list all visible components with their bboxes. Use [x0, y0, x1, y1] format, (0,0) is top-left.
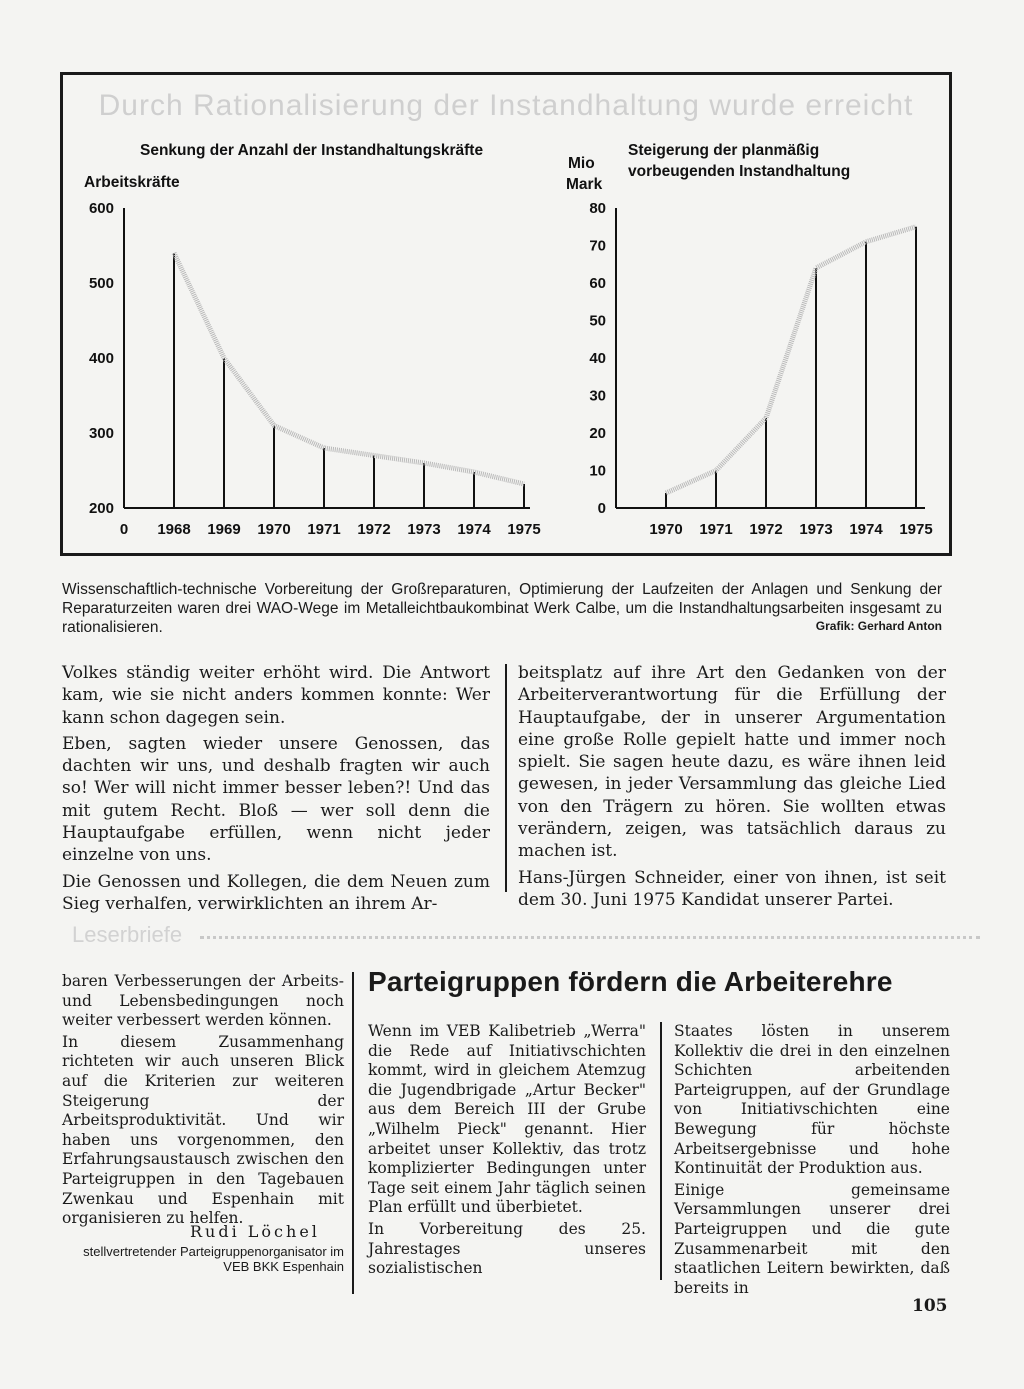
x-tick-label: 1972	[749, 521, 783, 538]
paragraph: Staates lösten in unserem Kollektiv die drei in den einzelnen Schichten arbeitenden Parteigruppen, auf der Grundlage von Initiativschichten eine Bewegung für höchste Arbeitsergebnisse und hohe Kontinuität der Produktion aus.	[674, 1022, 950, 1178]
y-tick-label: 50	[589, 312, 606, 330]
y-tick-label: 80	[589, 200, 606, 217]
paragraph: Wenn im VEB Kalibetrieb „Werra" die Rede auf Initiativschichten kommt, wird in gleichem Atemzug die Jugendbrigade „Artur Becker" aus dem Bereich III der Grube „Wilhelm Pieck" genannt. Hier arbeitet unser Kollektiv, das trotz komplizierter Bedingungen unter Tage seit einem Jahr täglich seinen Plan erfüllt und überbietet.	[368, 1022, 646, 1217]
paragraph: beitsplatz auf ihre Art den Gedanken von der Arbeiterverantwortung für die Erfüllung der Hauptaufgabe, der in unserer Argumentation eine große Rolle gepielt hatte und immer noch spielt. Sie sagen heute dazu, es wäre ihnen leid gewesen, in jeder Versammlung das gleiche Lied von den Trägern zu hören. Sie wollten etwas verändern, zeigen, was tatsächlich daraus zu machen ist.	[518, 663, 946, 862]
column-divider	[505, 664, 507, 892]
chart2-ylabel-line1: Mio	[568, 155, 595, 172]
article2-column-1	[368, 1022, 646, 1281]
charts-area	[0, 0, 1024, 560]
x-tick-label: 1971	[307, 521, 341, 538]
chart2-plot	[589, 200, 932, 538]
x-tick-label: 0	[119, 521, 129, 538]
trend-line	[174, 253, 524, 484]
figure-caption: Wissenschaftlich-technische Vorbereitung der Großreparaturen, Optimierung der Laufzeiten der Anlagen und Senkung der Reparaturzeiten waren drei WAO-Wege im Metalleichtbaukombinat Werk Calbe, um die Instandhaltungsarbeiten insgesamt zu rationalisieren.	[62, 581, 942, 636]
y-tick-label: 30	[589, 387, 606, 405]
page-number: 105	[912, 1296, 948, 1316]
x-tick-label: 1975	[507, 521, 541, 538]
y-tick-label: 70	[589, 237, 606, 255]
y-tick-label: 0	[597, 500, 606, 517]
letter-author: Rudi Löchel	[190, 1222, 320, 1241]
chart1-title: Senkung der Anzahl der Instandhaltungskräfte	[140, 142, 484, 159]
letter-column	[62, 972, 344, 1231]
paragraph: In Vorbereitung des 25. Jahrestages unseres sozialistischen	[368, 1219, 646, 1278]
figure-banner: Durch Rationalisierung der Instandhaltung wurde erreicht	[98, 89, 914, 122]
section-divider	[200, 936, 980, 939]
y-tick-label: 300	[88, 425, 114, 442]
figure-credit: Grafik: Gerhard Anton	[815, 619, 942, 633]
x-tick-label: 1973	[799, 521, 833, 538]
paragraph: Volkes ständig weiter erhöht wird. Die Antwort kam, wie sie nicht anders kommen konnte: Wer kann schon dagegen sein.	[62, 663, 490, 728]
section-label: Leserbriefe	[72, 922, 183, 947]
article2-column-2	[674, 1022, 950, 1300]
x-tick-label: 1972	[357, 521, 391, 538]
article-top-left-column	[62, 662, 490, 919]
x-tick-label: 1971	[699, 521, 733, 538]
paragraph: Einige gemeinsame Versammlungen unserer drei Parteigruppen und die gute Zusammenarbeit mit den staatlichen Leitern bewirkten, daß bereits in	[674, 1180, 950, 1297]
article-headline: Parteigruppen fördern die Arbeiterehre	[368, 966, 893, 997]
article-top-right-column	[518, 662, 946, 915]
x-tick-label: 1969	[207, 521, 241, 538]
x-tick-label: 1968	[157, 521, 191, 538]
x-tick-label: 1975	[899, 521, 933, 538]
trend-line	[666, 227, 916, 493]
x-tick-label: 1970	[257, 521, 291, 538]
y-tick-label: 40	[589, 350, 606, 367]
chart2-ylabel-line2: Mark	[566, 176, 603, 193]
paragraph: Hans-Jürgen Schneider, einer von ihnen, ist seit dem 30. Juni 1975 Kandidat unserer Partei.	[518, 867, 946, 910]
y-tick-label: 200	[88, 500, 114, 517]
y-tick-label: 60	[589, 275, 606, 292]
column-divider	[660, 1022, 662, 1280]
chart2-title-line1: Steigerung der planmäßig	[628, 142, 820, 159]
y-tick-label: 400	[88, 350, 114, 367]
y-tick-label: 20	[589, 425, 606, 442]
chart1-ylabel: Arbeitskräfte	[84, 174, 180, 191]
y-tick-label: 600	[88, 200, 114, 217]
paragraph: Eben, sagten wieder unsere Genossen, das dachten wir uns, und deshalb fragten wir auch so! Wer will nicht immer besser leben?! Und das mit gutem Recht. Bloß — wer soll denn die Hauptaufgabe erfüllen, wenn nicht jeder einzelne von uns.	[62, 733, 490, 866]
letter-author-role: stellvertretender Parteigruppenorganisator im VEB BKK Espenhain	[83, 1244, 344, 1274]
x-tick-label: 1974	[457, 521, 491, 538]
paragraph: baren Verbesserungen der Arbeits- und Lebensbedingungen noch weiter verbessert werden können.	[62, 972, 344, 1030]
y-tick-label: 10	[589, 462, 606, 480]
paragraph: In diesem Zusammenhang richteten wir auch unseren Blick auf die Kriterien zur weiteren Steigerung der Arbeitsproduktivität. Und wir haben uns vorgenommen, den Erfahrungsaustausch zwischen den Parteigruppen in den Tagebauen Zwenkau und Espenhain mit organisieren zu helfen.	[62, 1032, 344, 1228]
column-divider	[352, 972, 354, 1294]
x-tick-label: 1970	[649, 521, 683, 538]
y-tick-label: 500	[88, 275, 114, 292]
chart2-title-line2: vorbeugenden Instandhaltung	[628, 163, 851, 180]
x-tick-label: 1974	[849, 521, 883, 538]
chart1-plot	[89, 200, 541, 538]
x-tick-label: 1973	[407, 521, 441, 538]
paragraph: Die Genossen und Kollegen, die dem Neuen zum Sieg verhalfen, verwirklichten an ihrem Ar-	[62, 871, 490, 914]
